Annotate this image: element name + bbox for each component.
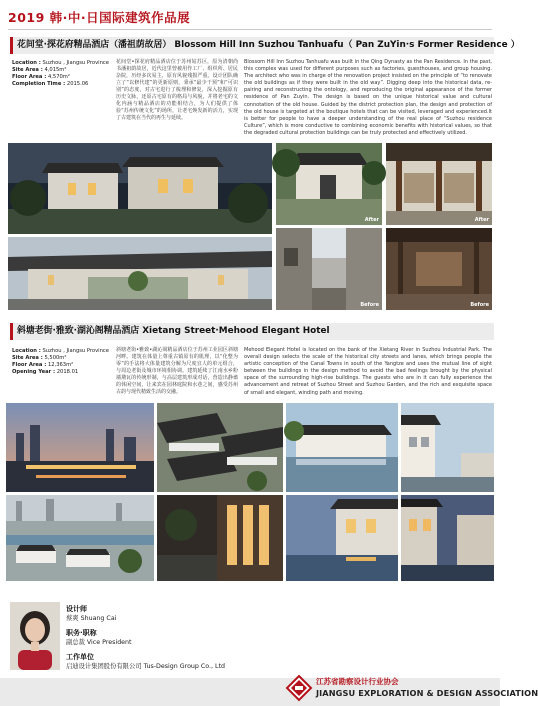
floor-area-label: Floor Area : xyxy=(12,362,47,368)
company-value: 启迪设计集团股份有限公司 Tus-Design Group Co., Ltd xyxy=(66,663,226,670)
project2-photo-waterfront xyxy=(286,403,398,492)
site-area-label: Site Area : xyxy=(12,67,43,73)
completion-label: Completion Time : xyxy=(12,81,66,87)
project2-photo-aerial-village xyxy=(6,495,154,581)
project2-photo-canal-dusk xyxy=(286,495,398,581)
project2-photo-canal-street xyxy=(401,403,494,492)
project1-desc-en: Blossom Hill Inn Suzhou Tanhuafu was built in the Qing Dynasty as the Pan Residence. In the past, this complex was used for different purposes such as factories, guesthouses, and group housing. The architect who was in charge of the renovation project insisted on the principle of “to renovate the old buildings as if they were built in the old way”. Digging deep into the historical data, re-pairing and reconstructing the ontology, and reproducing the original appearance of the former residence of Pan Zuyin. The design is based on the unique historical value and cultural connotation of the old house. Guided by the district protection plan, the design and protection of the old house is targeted at the boutique hotels that can be visited, leveraged and experienced.It is better for people to have a deeper understanding of the real place of “Suzhou residence Culture”, which is more conductive to combining economic benefits with historical values, so that the degraded cultural protection buildings can be truly protected and effectively utilized. xyxy=(244,59,492,136)
title-accent xyxy=(10,323,13,340)
project2-location: Suzhou , Jiangsu Province xyxy=(42,348,109,354)
project2-title-bar xyxy=(10,323,494,340)
project2-photo-lobby-night xyxy=(157,495,283,581)
position-value: 副总裁 Vice President xyxy=(66,639,132,646)
project1-desc-cn: 花间堂•探花府精品酒店位于苏州姑苏区，原为清朝尚书潘祖荫故居，近代这里曾被用作工厂、组织所、居民杂院，历经多次易主，原有风貌残损严重。设计团队确立了“以修代建”的更新原则，秉承“最少干预”和“可识别”的态度，对古宅进行了梳理和修复，深入挖掘原有历史文脉，还原古宅原有的格局与风貌，并将老宅的文化内涵与精品酒店的功能相结合，为人们提供了体验“苏州传统文化”的场所，让老宅焕发新的活力，实现了古建筑在当代的再生与延续。 xyxy=(116,59,238,121)
after-label: After xyxy=(364,217,379,223)
project1-site-area: 4,015m² xyxy=(44,67,67,73)
designer-label: 设计师 xyxy=(66,605,87,613)
project2-photo-rooftops xyxy=(157,403,283,492)
project1-photo-after-garden xyxy=(276,143,382,225)
association-name-cn: 江苏省勘察设计行业协会 xyxy=(316,677,399,686)
location-label: Location : xyxy=(12,60,41,66)
project1-title: 花间堂·探花府精品酒店（潘祖荫故居） Blossom Hill Inn Suzhou Tanhuafu（ Pan ZuYin·s Former Residence ） xyxy=(17,40,520,50)
page-title: 2019 韩·中·日国际建筑作品展 xyxy=(8,10,191,25)
title-accent xyxy=(10,37,13,54)
designer-name: 蔡爽 Shuang Cai xyxy=(66,615,117,622)
project2-desc-cn: 斜塘老街•雅致•湖沁阁精品酒店位于苏州工业园区斜塘河畔。建筑在体量上尊重古镇原有的肌理，以“化整为零”的手法将大体量建筑分解为尺度宜人的单元组合，与周边老街及城市环境相协调。建筑延续了江南水乡粉墙黛瓦的传统形制，与高层建筑形成对话，营造出静谧的休闲空间，让来宾在园林庭院和水巷之间，感受苏州古韵与现代精致生活的交融。 xyxy=(116,347,238,395)
project1-title-bar xyxy=(10,37,520,54)
opening-label: Opening Year : xyxy=(12,369,56,375)
company-label: 工作单位 xyxy=(66,653,94,661)
project2-photo-street-lanterns xyxy=(401,495,494,581)
project2-desc-en: Mehood Elegant Hotel is located on the bank of the Xietang River in Suzhou Industrial Park. The overall design selects the scale of the historical city streets and lanes, which brings people the artistic conception of the Canal Towns in south of the Yangtze and uses the mutual line of sight between the buildings in the design method to avoid the bad feelings brought by the physical space of the surrounding high-rise buildings. The guests who are in it can fully experience the advancement and retreat of Suzhou Street and Suzhou Garden, and the rich and exquisite space of small and elegant, winding path and moving. xyxy=(244,347,492,396)
project2-title: 斜塘老街·雅致·湖沁阁精品酒店 Xietang Street·Mehood Elegant Hotel xyxy=(17,326,330,336)
location-label: Location : xyxy=(12,348,41,354)
before-label: Before xyxy=(470,302,489,308)
project2-opening: 2018.01 xyxy=(56,369,79,375)
association-logo xyxy=(286,675,312,701)
project1-floor-area: 4,570m² xyxy=(47,74,70,80)
project1-photo-courtyard-aerial xyxy=(8,237,272,310)
project1-photo-after-corridor xyxy=(386,143,492,225)
project1-meta xyxy=(12,60,109,88)
project2-site-area: 5,500m² xyxy=(44,355,67,361)
position-section xyxy=(66,629,132,647)
project2-photo-city-dusk xyxy=(6,403,154,492)
project1-location: Suzhou , Jiangsu Province xyxy=(42,60,109,66)
project1-completion: 2015.06 xyxy=(66,81,89,87)
floor-area-label: Floor Area : xyxy=(12,74,47,80)
project1-photo-before-alley xyxy=(276,228,382,310)
project1-photo-courtyard-night xyxy=(8,143,272,234)
title-divider xyxy=(8,29,492,30)
company-section xyxy=(66,653,225,671)
project1-photo-before-interior xyxy=(386,228,492,310)
designer-section xyxy=(66,605,116,623)
position-label: 职务·职称 xyxy=(66,629,97,637)
site-area-label: Site Area : xyxy=(12,355,43,361)
association-name-en: JIANGSU EXPLORATION & DESIGN ASSOCIATION xyxy=(316,688,538,698)
before-label: Before xyxy=(360,302,379,308)
designer-portrait xyxy=(10,602,60,670)
after-label: After xyxy=(474,217,489,223)
project2-meta xyxy=(12,348,109,376)
project2-floor-area: 12,363m² xyxy=(47,362,74,368)
